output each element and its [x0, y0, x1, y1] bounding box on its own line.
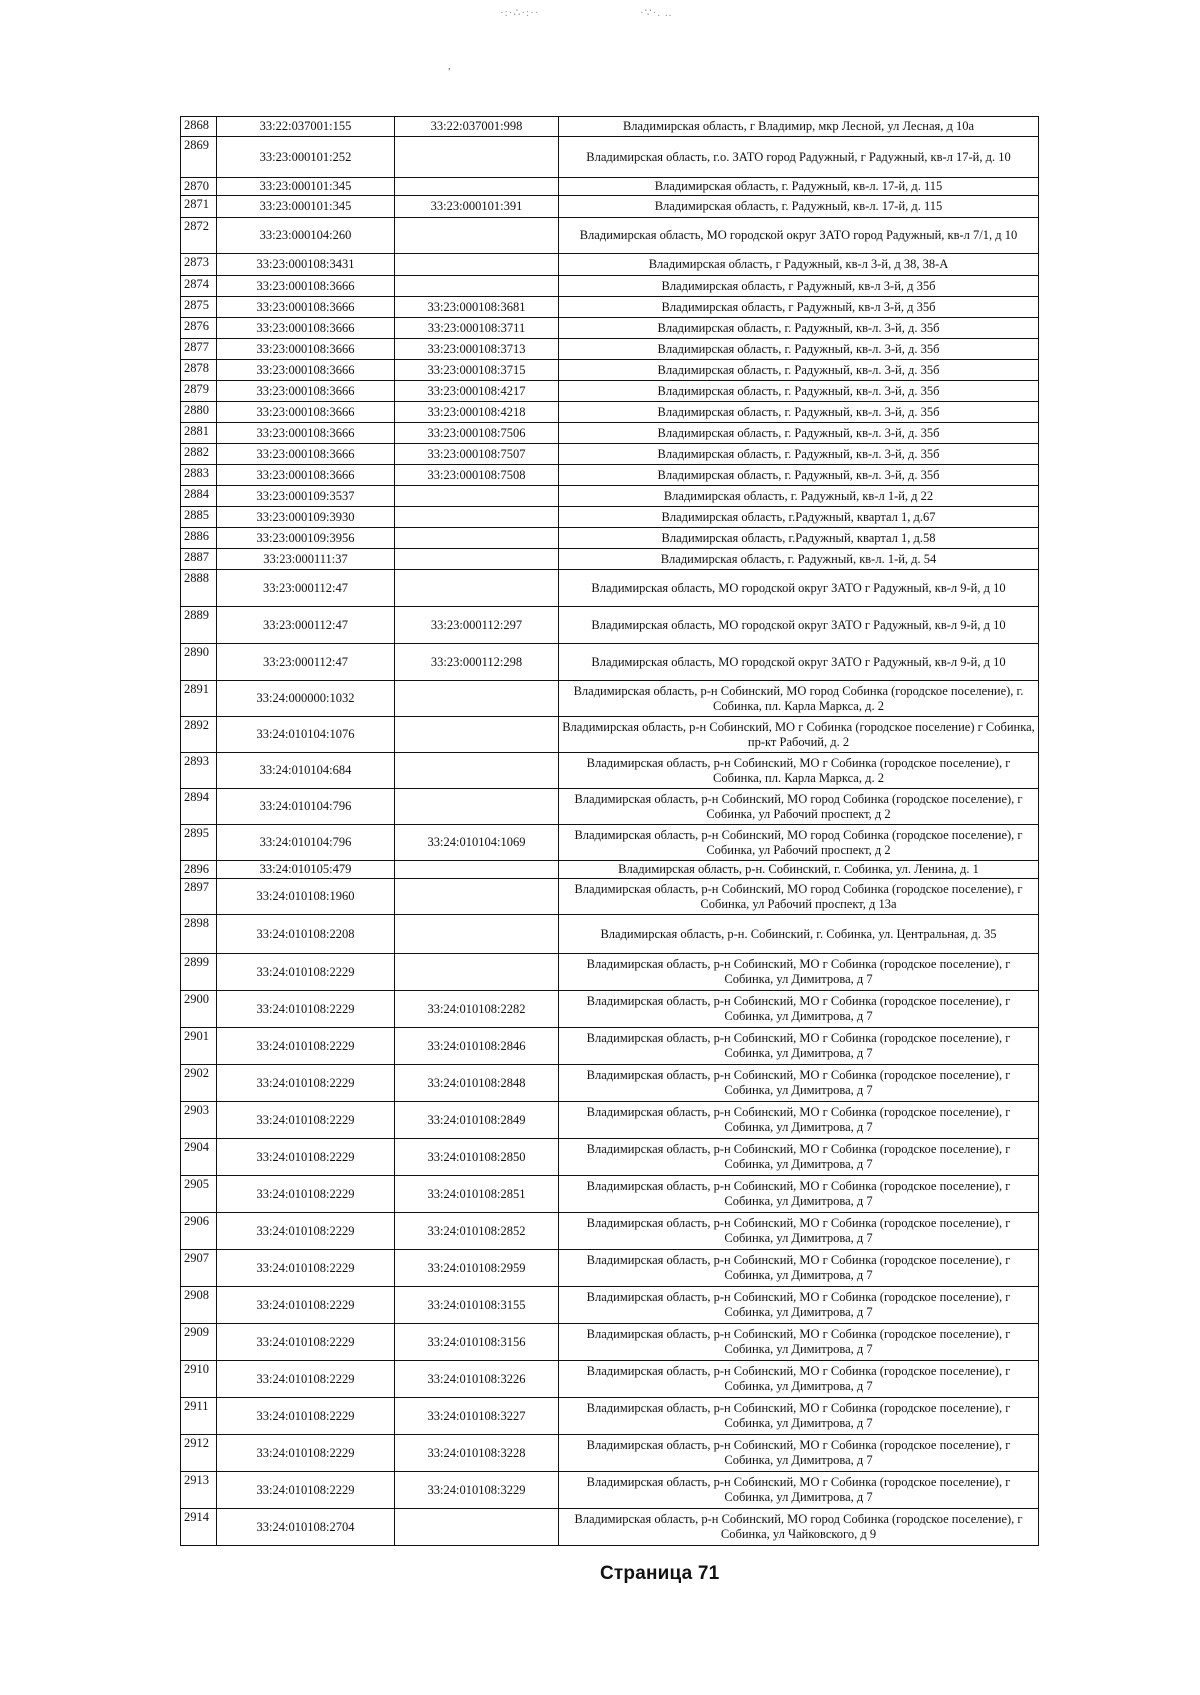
related-cadastral-number: 33:23:000108:3711	[395, 318, 559, 339]
row-number: 2901	[181, 1028, 217, 1065]
table-row	[181, 196, 1039, 218]
related-cadastral-number: 33:23:000112:297	[395, 607, 559, 644]
address: Владимирская область, г Радужный, кв-л 3-й, д 35б	[559, 276, 1039, 297]
cadastral-number: 33:23:000108:3666	[217, 381, 395, 402]
table-row	[181, 717, 1039, 753]
cadastral-number: 33:24:010108:2229	[217, 1324, 395, 1361]
table-row	[181, 486, 1039, 507]
table-row	[181, 318, 1039, 339]
row-number: 2888	[181, 570, 217, 607]
address: Владимирская область, г. Радужный, кв-л. 3-й, д. 35б	[559, 381, 1039, 402]
address: Владимирская область, р-н Собинский, МО г Собинка (городское поселение), г Собинка, ул Димитрова, д 7	[559, 1324, 1039, 1361]
row-number: 2893	[181, 753, 217, 789]
table-row	[181, 465, 1039, 486]
related-cadastral-number: 33:23:000108:3681	[395, 297, 559, 318]
row-number: 2873	[181, 254, 217, 276]
cadastral-number: 33:24:010105:479	[217, 861, 395, 879]
related-cadastral-number	[395, 954, 559, 991]
address: Владимирская область, р-н. Собинский, г. Собинка, ул. Ленина, д. 1	[559, 861, 1039, 879]
related-cadastral-number	[395, 218, 559, 254]
row-number: 2908	[181, 1287, 217, 1324]
table-row	[181, 218, 1039, 254]
related-cadastral-number: 33:23:000108:3713	[395, 339, 559, 360]
address: Владимирская область, г. Радужный, кв-л. 17-й, д. 115	[559, 178, 1039, 196]
table-row	[181, 381, 1039, 402]
row-number: 2890	[181, 644, 217, 681]
row-number: 2898	[181, 915, 217, 954]
table-row	[181, 1213, 1039, 1250]
address: Владимирская область, МО городской округ ЗАТО г Радужный, кв-л 9-й, д 10	[559, 570, 1039, 607]
row-number: 2880	[181, 402, 217, 423]
cadastral-number: 33:22:037001:155	[217, 117, 395, 137]
row-number: 2892	[181, 717, 217, 753]
address: Владимирская область, р-н Собинский, МО г Собинка (городское поселение), г Собинка, пл. Карла Маркса, д. 2	[559, 753, 1039, 789]
cadastral-number: 33:24:010108:2229	[217, 1398, 395, 1435]
row-number: 2871	[181, 196, 217, 218]
address: Владимирская область, р-н Собинский, МО город Собинка (городское поселение), г Собинка, ул Рабочий проспект, д 2	[559, 825, 1039, 861]
related-cadastral-number	[395, 507, 559, 528]
cadastral-number: 33:24:010108:2229	[217, 1065, 395, 1102]
related-cadastral-number	[395, 861, 559, 879]
address: Владимирская область, р-н Собинский, МО г Собинка (городское поселение), г Собинка, ул Димитрова, д 7	[559, 1250, 1039, 1287]
cadastral-number: 33:23:000101:345	[217, 196, 395, 218]
address: Владимирская область, р-н Собинский, МО г Собинка (городское поселение), г Собинка, ул Димитрова, д 7	[559, 1287, 1039, 1324]
table-row	[181, 915, 1039, 954]
related-cadastral-number: 33:23:000112:298	[395, 644, 559, 681]
table-row	[181, 570, 1039, 607]
related-cadastral-number: 33:23:000108:4217	[395, 381, 559, 402]
related-cadastral-number	[395, 570, 559, 607]
cadastral-number: 33:23:000108:3666	[217, 318, 395, 339]
cadastral-number: 33:24:010108:2229	[217, 1287, 395, 1324]
cadastral-number: 33:23:000108:3666	[217, 297, 395, 318]
address: Владимирская область, р-н Собинский, МО г Собинка (городское поселение), г Собинка, ул Димитрова, д 7	[559, 1065, 1039, 1102]
cadastral-number: 33:24:010108:2229	[217, 1102, 395, 1139]
page-number: Страница 71	[600, 1563, 720, 1584]
table-row	[181, 644, 1039, 681]
table-row	[181, 1250, 1039, 1287]
related-cadastral-number	[395, 915, 559, 954]
cadastral-number: 33:23:000108:3666	[217, 276, 395, 297]
row-number: 2894	[181, 789, 217, 825]
table-row	[181, 254, 1039, 276]
address: Владимирская область, р-н Собинский, МО г Собинка (городское поселение), г Собинка, ул Димитрова, д 7	[559, 1102, 1039, 1139]
related-cadastral-number: 33:24:010108:2850	[395, 1139, 559, 1176]
row-number: 2897	[181, 879, 217, 915]
related-cadastral-number	[395, 1509, 559, 1546]
cadastral-number: 33:23:000109:3537	[217, 486, 395, 507]
cadastral-number: 33:23:000104:260	[217, 218, 395, 254]
table-row	[181, 549, 1039, 570]
cadastral-number: 33:23:000101:252	[217, 137, 395, 178]
related-cadastral-number: 33:24:010108:2282	[395, 991, 559, 1028]
address: Владимирская область, р-н Собинский, МО город Собинка (городское поселение), г Собинка, ул Чайковского, д 9	[559, 1509, 1039, 1546]
related-cadastral-number: 33:24:010108:3155	[395, 1287, 559, 1324]
table-row	[181, 1287, 1039, 1324]
address: Владимирская область, г. Радужный, кв-л. 1-й, д. 54	[559, 549, 1039, 570]
address: Владимирская область, г.о. ЗАТО город Радужный, г Радужный, кв-л 17-й, д. 10	[559, 137, 1039, 178]
address: Владимирская область, г. Радужный, кв-л 1-й, д 22	[559, 486, 1039, 507]
row-number: 2878	[181, 360, 217, 381]
row-number: 2907	[181, 1250, 217, 1287]
table-row	[181, 423, 1039, 444]
cadastral-number: 33:23:000108:3666	[217, 465, 395, 486]
related-cadastral-number: 33:24:010108:3226	[395, 1361, 559, 1398]
table-row	[181, 1176, 1039, 1213]
cadastral-number: 33:23:000112:47	[217, 644, 395, 681]
address: Владимирская область, г. Радужный, кв-л. 3-й, д. 35б	[559, 423, 1039, 444]
related-cadastral-number: 33:24:010108:2846	[395, 1028, 559, 1065]
related-cadastral-number: 33:24:010108:2851	[395, 1176, 559, 1213]
address: Владимирская область, р-н Собинский, МО город Собинка (городское поселение), г Собинка, ул Рабочий проспект, д 13а	[559, 879, 1039, 915]
related-cadastral-number	[395, 549, 559, 570]
row-number: 2883	[181, 465, 217, 486]
address: Владимирская область, р-н Собинский, МО г Собинка (городское поселение), г Собинка, ул Димитрова, д 7	[559, 1176, 1039, 1213]
table-row	[181, 297, 1039, 318]
related-cadastral-number: 33:24:010108:3227	[395, 1398, 559, 1435]
cadastral-number: 33:23:000108:3666	[217, 423, 395, 444]
scan-artifact: ,	[448, 60, 452, 72]
row-number: 2884	[181, 486, 217, 507]
row-number: 2896	[181, 861, 217, 879]
related-cadastral-number: 33:23:000108:4218	[395, 402, 559, 423]
cadastral-number: 33:24:010108:2229	[217, 991, 395, 1028]
registry-table-body	[181, 117, 1039, 1546]
cadastral-number: 33:23:000112:47	[217, 570, 395, 607]
table-row	[181, 528, 1039, 549]
cadastral-number: 33:24:010104:796	[217, 789, 395, 825]
address: Владимирская область, р-н Собинский, МО г Собинка (городское поселение), г Собинка, ул Димитрова, д 7	[559, 1028, 1039, 1065]
cadastral-number: 33:24:010108:2229	[217, 954, 395, 991]
row-number: 2905	[181, 1176, 217, 1213]
related-cadastral-number: 33:24:010108:3156	[395, 1324, 559, 1361]
table-row	[181, 991, 1039, 1028]
cadastral-number: 33:24:010108:2229	[217, 1435, 395, 1472]
related-cadastral-number: 33:23:000108:7506	[395, 423, 559, 444]
cadastral-number: 33:23:000108:3431	[217, 254, 395, 276]
table-row	[181, 507, 1039, 528]
row-number: 2903	[181, 1102, 217, 1139]
related-cadastral-number: 33:24:010108:3229	[395, 1472, 559, 1509]
cadastral-number: 33:24:010108:2229	[217, 1028, 395, 1065]
table-row	[181, 1509, 1039, 1546]
row-number: 2875	[181, 297, 217, 318]
table-row	[181, 276, 1039, 297]
row-number: 2877	[181, 339, 217, 360]
row-number: 2911	[181, 1398, 217, 1435]
row-number: 2869	[181, 137, 217, 178]
table-row	[181, 117, 1039, 137]
scan-artifact: ·∵·. ..	[640, 7, 673, 19]
row-number: 2909	[181, 1324, 217, 1361]
related-cadastral-number: 33:24:010108:2849	[395, 1102, 559, 1139]
related-cadastral-number	[395, 178, 559, 196]
related-cadastral-number	[395, 753, 559, 789]
cadastral-number: 33:24:010108:2704	[217, 1509, 395, 1546]
table-row	[181, 339, 1039, 360]
address: Владимирская область, р-н Собинский, МО город Собинка (городское поселение), г Собинка, ул Рабочий проспект, д 2	[559, 789, 1039, 825]
row-number: 2870	[181, 178, 217, 196]
row-number: 2910	[181, 1361, 217, 1398]
cadastral-number: 33:24:010108:2229	[217, 1361, 395, 1398]
row-number: 2874	[181, 276, 217, 297]
address: Владимирская область, г.Радужный, квартал 1, д.67	[559, 507, 1039, 528]
address: Владимирская область, р-н Собинский, МО г Собинка (городское поселение), г Собинка, ул Димитрова, д 7	[559, 1398, 1039, 1435]
cadastral-number: 33:23:000108:3666	[217, 360, 395, 381]
row-number: 2879	[181, 381, 217, 402]
address: Владимирская область, г. Радужный, кв-л. 3-й, д. 35б	[559, 318, 1039, 339]
table-row	[181, 1102, 1039, 1139]
row-number: 2906	[181, 1213, 217, 1250]
table-row	[181, 402, 1039, 423]
cadastral-number: 33:23:000109:3930	[217, 507, 395, 528]
related-cadastral-number	[395, 789, 559, 825]
registry-table	[180, 116, 1039, 1546]
table-row	[181, 444, 1039, 465]
table-row	[181, 1028, 1039, 1065]
cadastral-number: 33:24:010108:2229	[217, 1250, 395, 1287]
cadastral-number: 33:23:000108:3666	[217, 339, 395, 360]
row-number: 2886	[181, 528, 217, 549]
address: Владимирская область, г Радужный, кв-л 3-й, д 38, 38-А	[559, 254, 1039, 276]
related-cadastral-number	[395, 137, 559, 178]
address: Владимирская область, г. Радужный, кв-л. 3-й, д. 35б	[559, 465, 1039, 486]
cadastral-number: 33:23:000111:37	[217, 549, 395, 570]
row-number: 2899	[181, 954, 217, 991]
address: Владимирская область, р-н. Собинский, г. Собинка, ул. Центральная, д. 35	[559, 915, 1039, 954]
scan-artifact: ·:·∴·:··	[500, 7, 540, 19]
cadastral-number: 33:24:010104:1076	[217, 717, 395, 753]
table-row	[181, 681, 1039, 717]
row-number: 2868	[181, 117, 217, 137]
related-cadastral-number: 33:23:000108:3715	[395, 360, 559, 381]
row-number: 2891	[181, 681, 217, 717]
cadastral-number: 33:23:000101:345	[217, 178, 395, 196]
address: Владимирская область, р-н Собинский, МО г Собинка (городское поселение) г Собинка, пр-кт Рабочий, д. 2	[559, 717, 1039, 753]
address: Владимирская область, г. Радужный, кв-л. 17-й, д. 115	[559, 196, 1039, 218]
table-row	[181, 178, 1039, 196]
address: Владимирская область, р-н Собинский, МО г Собинка (городское поселение), г Собинка, ул Димитрова, д 7	[559, 1213, 1039, 1250]
row-number: 2904	[181, 1139, 217, 1176]
row-number: 2872	[181, 218, 217, 254]
address: Владимирская область, г Владимир, мкр Лесной, ул Лесная, д 10а	[559, 117, 1039, 137]
cadastral-number: 33:23:000108:3666	[217, 444, 395, 465]
address: Владимирская область, г. Радужный, кв-л. 3-й, д. 35б	[559, 360, 1039, 381]
cadastral-number: 33:24:010108:2229	[217, 1213, 395, 1250]
row-number: 2876	[181, 318, 217, 339]
row-number: 2889	[181, 607, 217, 644]
address: Владимирская область, МО городской округ ЗАТО г Радужный, кв-л 9-й, д 10	[559, 607, 1039, 644]
cadastral-number: 33:24:010108:2229	[217, 1472, 395, 1509]
cadastral-number: 33:23:000112:47	[217, 607, 395, 644]
cadastral-number: 33:23:000108:3666	[217, 402, 395, 423]
address: Владимирская область, р-н Собинский, МО г Собинка (городское поселение), г Собинка, ул Димитрова, д 7	[559, 954, 1039, 991]
row-number: 2912	[181, 1435, 217, 1472]
cadastral-number: 33:24:010108:2229	[217, 1139, 395, 1176]
related-cadastral-number: 33:24:010108:3228	[395, 1435, 559, 1472]
row-number: 2887	[181, 549, 217, 570]
table-row	[181, 879, 1039, 915]
cadastral-number: 33:24:010108:2229	[217, 1176, 395, 1213]
related-cadastral-number	[395, 486, 559, 507]
table-row	[181, 861, 1039, 879]
row-number: 2881	[181, 423, 217, 444]
cadastral-number: 33:23:000109:3956	[217, 528, 395, 549]
address: Владимирская область, г. Радужный, кв-л. 3-й, д. 35б	[559, 402, 1039, 423]
table-row	[181, 789, 1039, 825]
table-row	[181, 1065, 1039, 1102]
table-row	[181, 1472, 1039, 1509]
address: Владимирская область, р-н Собинский, МО г Собинка (городское поселение), г Собинка, ул Димитрова, д 7	[559, 1361, 1039, 1398]
address: Владимирская область, г.Радужный, квартал 1, д.58	[559, 528, 1039, 549]
related-cadastral-number	[395, 528, 559, 549]
table-row	[181, 1361, 1039, 1398]
table-row	[181, 607, 1039, 644]
row-number: 2885	[181, 507, 217, 528]
address: Владимирская область, г Радужный, кв-л 3-й, д 35б	[559, 297, 1039, 318]
related-cadastral-number: 33:23:000108:7508	[395, 465, 559, 486]
table-row	[181, 360, 1039, 381]
related-cadastral-number: 33:24:010108:2848	[395, 1065, 559, 1102]
address: Владимирская область, р-н Собинский, МО г Собинка (городское поселение), г Собинка, ул Димитрова, д 7	[559, 1472, 1039, 1509]
related-cadastral-number: 33:24:010108:2959	[395, 1250, 559, 1287]
related-cadastral-number	[395, 717, 559, 753]
table-row	[181, 954, 1039, 991]
table-row	[181, 825, 1039, 861]
row-number: 2914	[181, 1509, 217, 1546]
table-row	[181, 137, 1039, 178]
cadastral-number: 33:24:010104:796	[217, 825, 395, 861]
row-number: 2900	[181, 991, 217, 1028]
cadastral-number: 33:24:010108:1960	[217, 879, 395, 915]
related-cadastral-number: 33:24:010108:2852	[395, 1213, 559, 1250]
related-cadastral-number	[395, 276, 559, 297]
address: Владимирская область, МО городской округ ЗАТО город Радужный, кв-л 7/1, д 10	[559, 218, 1039, 254]
row-number: 2895	[181, 825, 217, 861]
related-cadastral-number	[395, 254, 559, 276]
table-row	[181, 753, 1039, 789]
row-number: 2913	[181, 1472, 217, 1509]
address: Владимирская область, р-н Собинский, МО г Собинка (городское поселение), г Собинка, ул Димитрова, д 7	[559, 1435, 1039, 1472]
table-row	[181, 1435, 1039, 1472]
related-cadastral-number: 33:22:037001:998	[395, 117, 559, 137]
row-number: 2902	[181, 1065, 217, 1102]
table-row	[181, 1139, 1039, 1176]
table-row	[181, 1398, 1039, 1435]
related-cadastral-number: 33:24:010104:1069	[395, 825, 559, 861]
table-row	[181, 1324, 1039, 1361]
related-cadastral-number: 33:23:000108:7507	[395, 444, 559, 465]
cadastral-number: 33:24:010108:2208	[217, 915, 395, 954]
address: Владимирская область, р-н Собинский, МО г Собинка (городское поселение), г Собинка, ул Димитрова, д 7	[559, 1139, 1039, 1176]
related-cadastral-number	[395, 879, 559, 915]
cadastral-number: 33:24:010104:684	[217, 753, 395, 789]
address: Владимирская область, МО городской округ ЗАТО г Радужный, кв-л 9-й, д 10	[559, 644, 1039, 681]
address: Владимирская область, р-н Собинский, МО город Собинка (городское поселение), г. Собинка, пл. Карла Маркса, д. 2	[559, 681, 1039, 717]
related-cadastral-number: 33:23:000101:391	[395, 196, 559, 218]
address: Владимирская область, г. Радужный, кв-л. 3-й, д. 35б	[559, 444, 1039, 465]
address: Владимирская область, г. Радужный, кв-л. 3-й, д. 35б	[559, 339, 1039, 360]
related-cadastral-number	[395, 681, 559, 717]
address: Владимирская область, р-н Собинский, МО г Собинка (городское поселение), г Собинка, ул Димитрова, д 7	[559, 991, 1039, 1028]
cadastral-number: 33:24:000000:1032	[217, 681, 395, 717]
row-number: 2882	[181, 444, 217, 465]
